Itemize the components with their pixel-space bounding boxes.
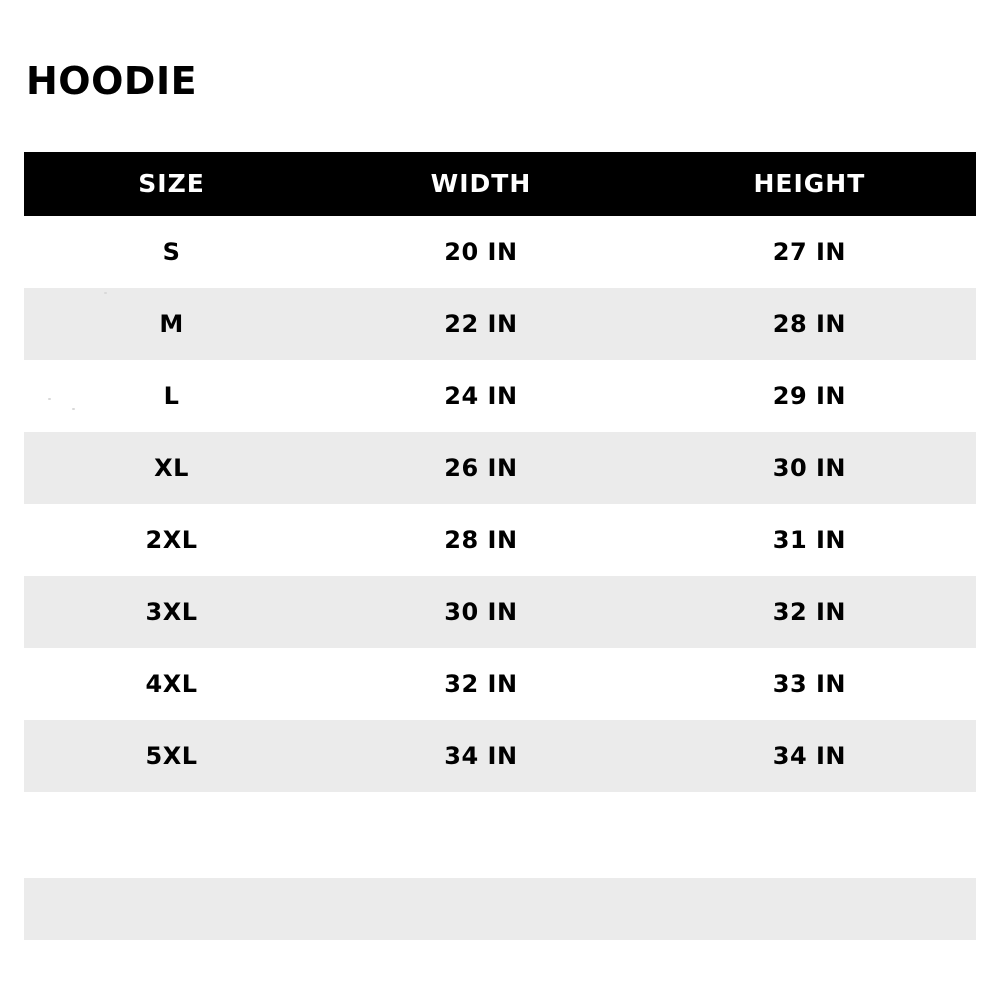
cell-size: L <box>24 360 319 432</box>
footer-band <box>24 878 976 940</box>
cell-width: 22 IN <box>319 288 643 360</box>
cell-size: M <box>24 288 319 360</box>
cell-height: 29 IN <box>643 360 976 432</box>
cell-height: 33 IN <box>643 648 976 720</box>
cell-width: 32 IN <box>319 648 643 720</box>
cell-width: 34 IN <box>319 720 643 792</box>
cell-width: 24 IN <box>319 360 643 432</box>
cell-width: 26 IN <box>319 432 643 504</box>
table-row <box>24 720 976 792</box>
cell-height: 27 IN <box>643 216 976 288</box>
column-header-size: SIZE <box>24 152 319 216</box>
table-row <box>24 360 976 432</box>
cell-size: 4XL <box>24 648 319 720</box>
cell-width: 20 IN <box>319 216 643 288</box>
speck-artifact <box>48 398 51 400</box>
page-title: HOODIE <box>26 59 198 103</box>
table-row <box>24 288 976 360</box>
cell-size: XL <box>24 432 319 504</box>
table-body <box>24 216 976 792</box>
cell-height: 34 IN <box>643 720 976 792</box>
cell-size: S <box>24 216 319 288</box>
cell-height: 31 IN <box>643 504 976 576</box>
table-header-row <box>24 152 976 216</box>
cell-height: 28 IN <box>643 288 976 360</box>
table-row <box>24 576 976 648</box>
speck-artifact <box>104 292 107 294</box>
cell-height: 30 IN <box>643 432 976 504</box>
cell-width: 30 IN <box>319 576 643 648</box>
cell-size: 3XL <box>24 576 319 648</box>
size-chart-table <box>24 152 976 792</box>
speck-artifact <box>72 408 75 410</box>
column-header-width: WIDTH <box>319 152 643 216</box>
cell-height: 32 IN <box>643 576 976 648</box>
table-row <box>24 504 976 576</box>
cell-size: 5XL <box>24 720 319 792</box>
table-row <box>24 432 976 504</box>
cell-size: 2XL <box>24 504 319 576</box>
table-row <box>24 216 976 288</box>
column-header-height: HEIGHT <box>643 152 976 216</box>
table-header <box>24 152 976 216</box>
cell-width: 28 IN <box>319 504 643 576</box>
table-row <box>24 648 976 720</box>
